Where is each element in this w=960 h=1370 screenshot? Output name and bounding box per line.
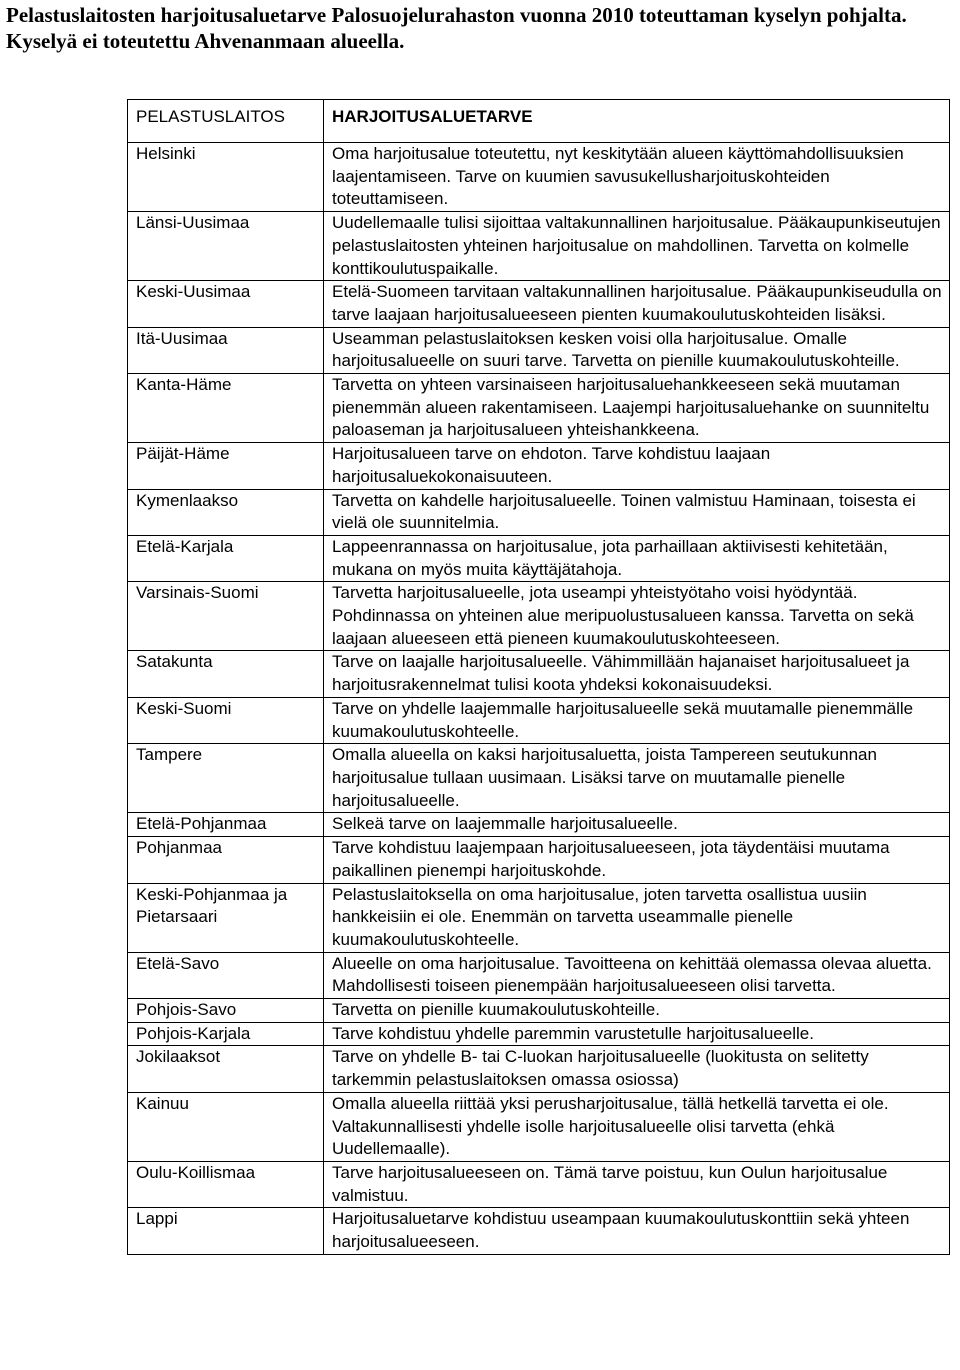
table-row (128, 281, 950, 327)
rescue-department-cell: Kainuu (128, 1092, 324, 1161)
rescue-department-cell: Keski-Suomi (128, 697, 324, 743)
table-row (128, 374, 950, 443)
rescue-department-cell: Pohjois-Karjala (128, 1022, 324, 1046)
table-row (128, 837, 950, 883)
rescue-department-cell: Etelä-Savo (128, 952, 324, 998)
training-area-need-cell: Tarve kohdistuu laajempaan harjoitusalueeseen, jota täydentäisi muutama paikallinen pienempi harjoituskohde. (324, 837, 950, 883)
rescue-department-cell: Keski-Uusimaa (128, 281, 324, 327)
table-row (128, 1208, 950, 1254)
rescue-department-cell: Länsi-Uusimaa (128, 212, 324, 281)
rescue-department-cell: Oulu-Koillismaa (128, 1161, 324, 1207)
table-row (128, 1022, 950, 1046)
training-area-need-cell: Pelastuslaitoksella on oma harjoitusalue, joten tarvetta osallistua uusiin hankkeisiin ei ole. Enemmän on tarvetta useammalle pienelle kuumakoulutuskohteelle. (324, 883, 950, 952)
training-area-need-cell: Omalla alueella riittää yksi perusharjoitusalue, tällä hetkellä tarvetta ei ole. Valtakunnallisesti yhdelle isolle harjoitusalueelle olisi tarvetta (ehkä Uudellemaalle). (324, 1092, 950, 1161)
table-row (128, 327, 950, 373)
training-area-need-cell: Oma harjoitusalue toteutettu, nyt keskitytään alueen käyttömahdollisuuksien laajentamiseen. Tarve on kuumien savusukellusharjoituskohteiden toteuttamiseen. (324, 143, 950, 212)
table-header-row (128, 100, 950, 143)
training-area-need-cell: Harjoitusaluetarve kohdistuu useampaan kuumakoulutuskonttiin sekä yhteen harjoitusalueeseen. (324, 1208, 950, 1254)
rescue-department-cell: Varsinais-Suomi (128, 582, 324, 651)
table-row (128, 1046, 950, 1092)
table-row (128, 1161, 950, 1207)
training-area-need-cell: Tarvetta on pienille kuumakoulutuskohteille. (324, 999, 950, 1023)
training-area-need-cell: Tarvetta on yhteen varsinaiseen harjoitusaluehankkeeseen sekä muutaman pienemmän alueen rakentamiseen. Laajempi harjoitusaluehanke on suunniteltu paloaseman ja harjoitusalueen yhteishankkeena. (324, 374, 950, 443)
table-row (128, 489, 950, 535)
table-row (128, 744, 950, 813)
table-row (128, 443, 950, 489)
table-row (128, 883, 950, 952)
training-area-need-cell: Harjoitusalueen tarve on ehdoton. Tarve kohdistuu laajaan harjoitusaluekokonaisuuteen. (324, 443, 950, 489)
training-area-need-cell: Tarve on laajalle harjoitusalueelle. Vähimmillään hajanaiset harjoitusalueet ja harjoitusrakennelmat tulisi koota yhdeksi kokonaisuudeksi. (324, 651, 950, 697)
training-area-need-cell: Lappeenrannassa on harjoitusalue, jota parhaillaan aktiivisesti kehitetään, mukana on myös muita käyttäjätahoja. (324, 535, 950, 581)
rescue-department-cell: Kymenlaakso (128, 489, 324, 535)
training-area-need-cell: Tarve on yhdelle laajemmalle harjoitusalueelle sekä muutamalle pienemmälle kuumakoulutuskohteelle. (324, 697, 950, 743)
rescue-department-cell: Kanta-Häme (128, 374, 324, 443)
training-area-need-cell: Uudellemaalle tulisi sijoittaa valtakunnallinen harjoitusalue. Pääkaupunkiseutujen pelastuslaitosten yhteinen harjoitusalue on mahdollinen. Tarvetta on kolmelle konttikoulutuspaikalle. (324, 212, 950, 281)
rescue-department-cell: Satakunta (128, 651, 324, 697)
training-area-need-cell: Useamman pelastuslaitoksen kesken voisi olla harjoitusalue. Omalle harjoitusalueelle on suuri tarve. Tarvetta on pienille kuumakoulutuskohteille. (324, 327, 950, 373)
table-row (128, 1092, 950, 1161)
rescue-department-cell: Pohjois-Savo (128, 999, 324, 1023)
training-area-need-cell: Tarvetta harjoitusalueelle, jota useampi yhteistyötaho voisi hyödyntää. Pohdinnassa on yhteinen alue meripuolustusalueen kanssa. Tarvetta on sekä laajaan alueeseen että pieneen kuumakoulutuskohteeseen. (324, 582, 950, 651)
rescue-department-cell: Jokilaaksot (128, 1046, 324, 1092)
rescue-department-cell: Itä-Uusimaa (128, 327, 324, 373)
table-row (128, 651, 950, 697)
rescue-department-cell: Etelä-Karjala (128, 535, 324, 581)
table-row (128, 212, 950, 281)
rescue-department-cell: Helsinki (128, 143, 324, 212)
table-row (128, 143, 950, 212)
document-title: Pelastuslaitosten harjoitusaluetarve Palosuojelurahaston vuonna 2010 toteuttaman kyselyn pohjalta. Kyselyä ei toteutettu Ahvenanmaan alueella. (6, 3, 907, 53)
rescue-department-cell: Keski-Pohjanmaa ja Pietarsaari (128, 883, 324, 952)
header-rescue-department: PELASTUSLAITOS (128, 100, 324, 143)
table-row (128, 952, 950, 998)
training-area-needs-table (127, 99, 950, 1255)
rescue-department-cell: Päijät-Häme (128, 443, 324, 489)
rescue-department-cell: Tampere (128, 744, 324, 813)
table-row (128, 813, 950, 837)
rescue-department-cell: Etelä-Pohjanmaa (128, 813, 324, 837)
table-row (128, 535, 950, 581)
training-area-need-cell: Tarve harjoitusalueeseen on. Tämä tarve poistuu, kun Oulun harjoitusalue valmistuu. (324, 1161, 950, 1207)
training-area-need-cell: Tarvetta on kahdelle harjoitusalueelle. Toinen valmistuu Haminaan, toisesta ei vielä ole suunnitelmia. (324, 489, 950, 535)
training-area-need-cell: Omalla alueella on kaksi harjoitusaluetta, joista Tampereen seutukunnan harjoitusalue tullaan uusimaan. Lisäksi tarve on muutamalle pienelle harjoitusalueelle. (324, 744, 950, 813)
training-area-need-cell: Alueelle on oma harjoitusalue. Tavoitteena on kehittää olemassa olevaa aluetta. Mahdollisesti toiseen pienempään harjoitusalueeseen olisi tarvetta. (324, 952, 950, 998)
rescue-department-cell: Lappi (128, 1208, 324, 1254)
table-row (128, 999, 950, 1023)
rescue-department-cell: Pohjanmaa (128, 837, 324, 883)
training-area-need-cell: Tarve on yhdelle B- tai C-luokan harjoitusalueelle (luokitusta on selitetty tarkemmin pelastuslaitoksen omassa osiossa) (324, 1046, 950, 1092)
table-row (128, 697, 950, 743)
table-row (128, 582, 950, 651)
header-training-area-need: HARJOITUSALUETARVE (324, 100, 950, 143)
training-area-need-cell: Tarve kohdistuu yhdelle paremmin varustetulle harjoitusalueelle. (324, 1022, 950, 1046)
training-area-need-cell: Etelä-Suomeen tarvitaan valtakunnallinen harjoitusalue. Pääkaupunkiseudulla on tarve laajaan harjoitusalueeseen pienten kuumakoulutuskohteiden lisäksi. (324, 281, 950, 327)
training-area-need-cell: Selkeä tarve on laajemmalle harjoitusalueelle. (324, 813, 950, 837)
